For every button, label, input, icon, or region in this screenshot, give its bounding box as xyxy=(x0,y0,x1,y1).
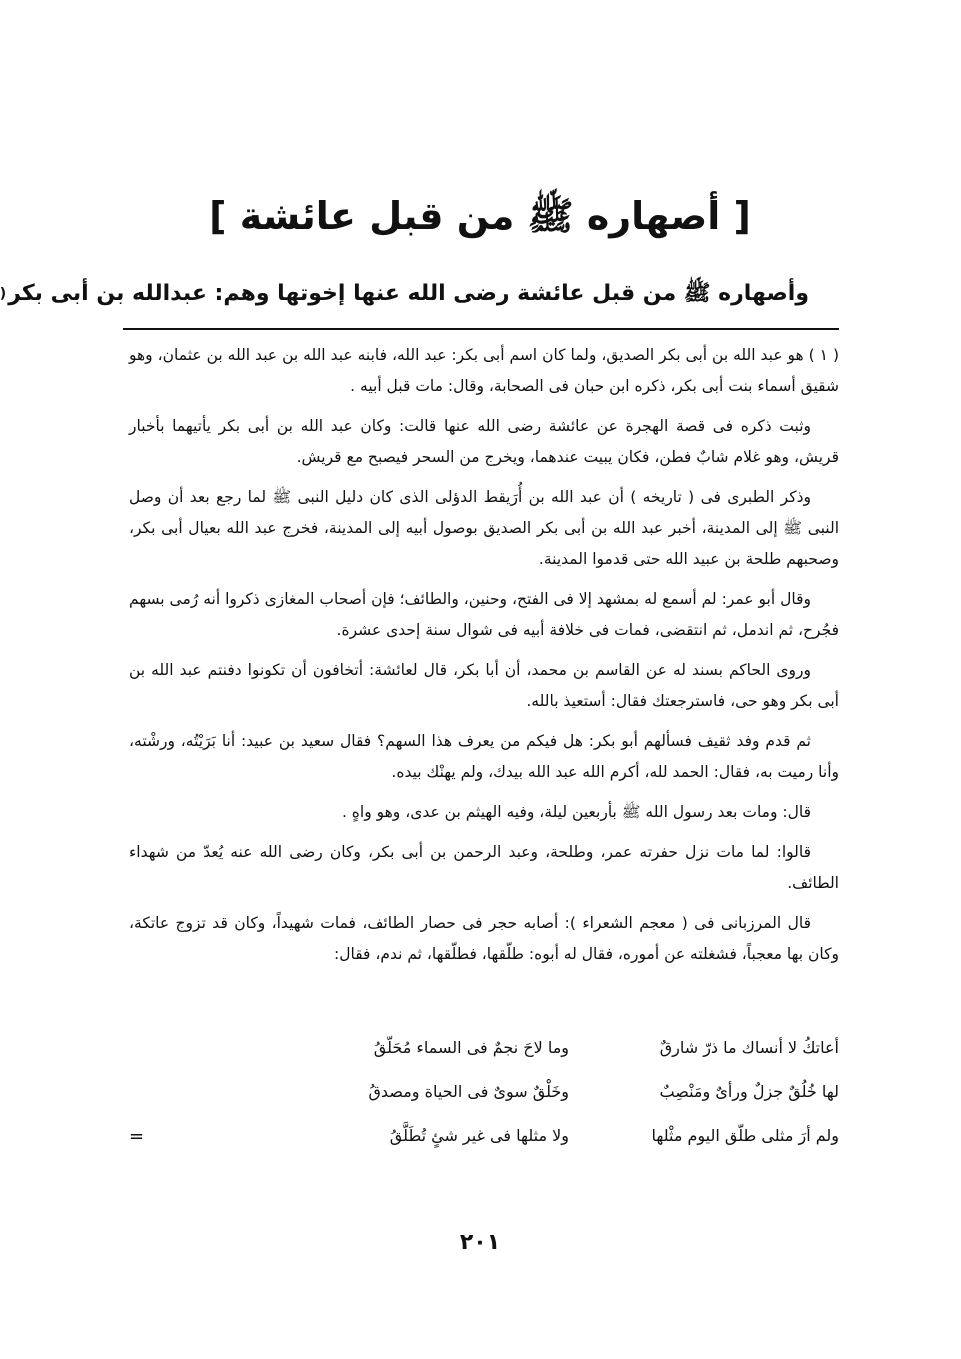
poem-verse xyxy=(129,1038,839,1082)
footnote-paragraph: وذكر الطبرى فى ( تاريخه ) أن عبد الله بن أُرَيقط الدؤلى الذى كان دليل النبى ﷺ لما رجع بعد أن وصل النبى ﷺ إلى المدينة، أخبر عبد الله بن أبى بكر الصديق بوصول أبيه إلى المدينة، فخرج عبد الله بعيال أبى بكر، وصحبهم طلحة بن عبيد الله حتى قدموا المدينة. xyxy=(129,488,839,568)
footnote-paragraph: قال المرزبانى فى ( معجم الشعراء ): أصابه حجر فى حصار الطائف، فمات شهيداً، وكان قد تزوج عاتكة، وكان بها معجباً، فشغلته عن أموره، فقال له أبوه: طلّقها، فطلّقها، ثم ندم، فقال: xyxy=(129,914,839,963)
footnote-reference: ( xyxy=(0,286,7,302)
poem-block xyxy=(129,1038,839,1170)
verse-first-hemistich: أعاتكُ لا أنساك ما ذرّ شارقٌ xyxy=(659,1038,839,1057)
page-number: ٢٠١ xyxy=(459,1230,501,1255)
footnote-paragraph: قال: ومات بعد رسول الله ﷺ بأربعين ليلة، وفيه الهيثم بن عدى، وهو واهٍ . xyxy=(341,803,811,821)
footnote-paragraph: قالوا: لما مات نزل حفرته عمر، وطلحة، وعبد الرحمن بن أبى بكر، وكان رضى الله عنه يُعدّ من شهداء الطائف. xyxy=(129,843,839,892)
verse-second-hemistich: وما لاحَ نجمٌ فى السماء مُحَلّقُ xyxy=(373,1038,569,1057)
section-intro-text: وأصهاره ﷺ من قبل عائشة رضى الله عنها إخوتها وهم: عبدالله بن أبى بكر xyxy=(8,281,809,306)
footnote-paragraph: ثم قدم وفد ثقيف فسألهم أبو بكر: هل فيكم من يعرف هذا السهم؟ فقال سعيد بن عبيد: أنا بَرَيْتُه، ورشْته، وأنا رميت به، فقال: الحمد لله، أكرم الله عبد الله بيدك، ولم يهنْك بيده. xyxy=(129,732,839,781)
verse-second-hemistich: وخَلْقٌ سوىٌ فى الحياة ومصدقُ xyxy=(368,1082,569,1101)
section-intro xyxy=(0,274,809,314)
footnote-paragraph: وثبت ذكره فى قصة الهجرة عن عائشة رضى الله عنها قالت: وكان عبد الله بن أبى بكر يأتيهما بأخبار قريش، وهو غلام شابٌ فطن، فكان يبيت عندهما، ويخرج من السحر فيصبح مع قريش. xyxy=(129,417,839,466)
verse-first-hemistich: لها خُلُقٌ جزلٌ ورأىٌ ومَنْصِبٌ xyxy=(659,1082,839,1101)
verse-first-hemistich: ولم أرَ مثلى طلّق اليوم مثْلها xyxy=(651,1126,839,1145)
footnote-separator xyxy=(123,328,839,330)
footnote-paragraph: ( ١ ) هو عبد الله بن أبى بكر الصديق، ولما كان اسم أبى بكر: عبد الله، فابنه عبد الله بن عبد الله بن عثمان، وهو شقيق أسماء بنت أبى بكر، ذكره ابن حبان فى الصحابة، وقال: مات قبل أبيه . xyxy=(129,346,840,395)
poem-verse xyxy=(129,1126,839,1170)
poem-verse xyxy=(129,1082,839,1126)
footnote-paragraph: وقال أبو عمر: لم أسمع له بمشهد إلا فى الفتح، وحنين، والطائف؛ فإن أصحاب المغازى ذكروا أنه رُمى بسهم فجُرح، ثم اندمل، ثم انتقضى، فمات فى خلافة أبيه فى شوال سنة إحدى عشرة. xyxy=(129,590,839,639)
continuation-mark: = xyxy=(129,1126,145,1147)
footnote-paragraph: وروى الحاكم بسند له عن القاسم بن محمد، أن أبا بكر، قال لعائشة: أتخافون أن تكونوا دفنتم عبد الله بن أبى بكر وهو حى، فاسترجعتك فقال: أستعيذ بالله. xyxy=(129,661,839,710)
page-title: [ أصهاره ﷺ من قبل عائشة ] xyxy=(209,194,751,238)
footnotes-block xyxy=(129,340,839,979)
verse-second-hemistich: ولا مثلها فى غير شئٍ تُطَلَّقُ xyxy=(389,1126,569,1145)
